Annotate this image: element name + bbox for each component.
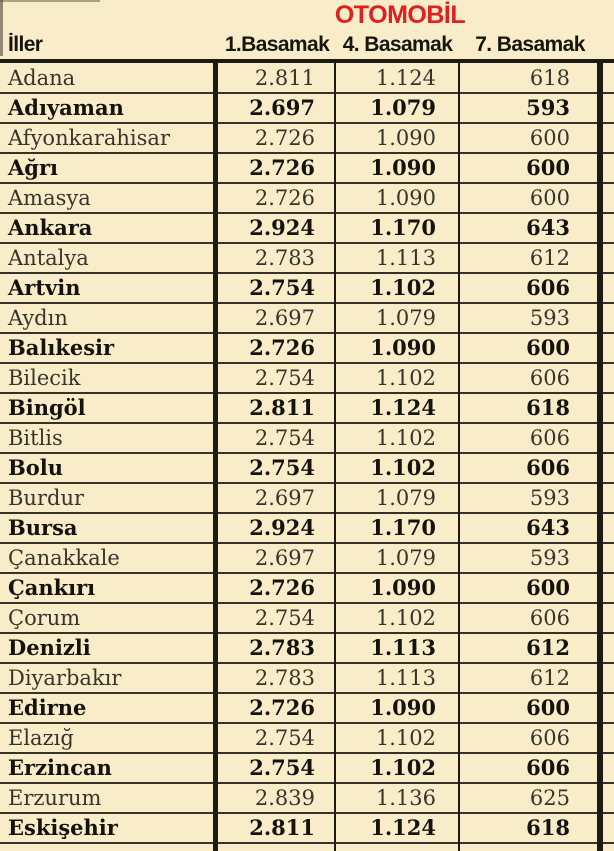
table-body (0, 64, 614, 844)
value-1basamak: 2.924 (249, 515, 315, 540)
province-name: Bursa (8, 515, 78, 540)
scan-edge-artifact-left (0, 0, 3, 56)
value-7basamak: 606 (529, 426, 570, 450)
value-7basamak: 600 (526, 155, 570, 180)
value-4basamak: 1.090 (370, 695, 436, 720)
value-7basamak: 643 (526, 215, 570, 240)
table-row (0, 634, 614, 664)
value-1basamak: 2.811 (254, 66, 315, 90)
value-4basamak: 1.113 (370, 635, 436, 660)
value-1basamak: 2.783 (249, 635, 315, 660)
province-name: Balıkesir (8, 335, 115, 360)
value-4basamak: 1.102 (375, 606, 436, 630)
table-row (0, 94, 614, 124)
value-1basamak: 2.754 (254, 426, 315, 450)
col-header-4basamak: 4. Basamak (342, 32, 453, 56)
table-row (0, 574, 614, 604)
province-name: Erzincan (8, 755, 112, 780)
table-row (0, 454, 614, 484)
value-7basamak: 618 (526, 395, 570, 420)
value-7basamak: 612 (526, 635, 570, 660)
value-4basamak: 1.102 (375, 426, 436, 450)
value-7basamak: 600 (529, 186, 570, 210)
value-4basamak: 1.102 (370, 275, 436, 300)
value-1basamak: 2.754 (254, 726, 315, 750)
table-row (0, 394, 614, 424)
table-row (0, 484, 614, 514)
table-row (0, 664, 614, 694)
value-1basamak: 2.839 (254, 786, 315, 810)
value-1basamak: 2.726 (254, 186, 315, 210)
province-name: Adıyaman (8, 95, 124, 120)
value-1basamak: 2.754 (249, 455, 315, 480)
value-7basamak: 618 (529, 66, 570, 90)
value-7basamak: 593 (529, 546, 570, 570)
value-1basamak: 2.754 (249, 275, 315, 300)
table-row (0, 154, 614, 184)
province-name: Diyarbakır (8, 666, 122, 690)
table-row (0, 244, 614, 274)
value-4basamak: 1.113 (375, 246, 436, 270)
value-4basamak: 1.090 (370, 155, 436, 180)
table-row (0, 694, 614, 724)
value-7basamak: 618 (526, 815, 570, 840)
table-row (0, 424, 614, 454)
value-4basamak: 1.102 (375, 726, 436, 750)
table-row (0, 364, 614, 394)
value-1basamak: 2.697 (254, 546, 315, 570)
province-name: Çankırı (8, 575, 96, 600)
value-4basamak: 1.124 (370, 395, 436, 420)
value-4basamak: 1.170 (370, 215, 436, 240)
value-4basamak: 1.124 (370, 815, 436, 840)
province-name: Denizli (8, 635, 91, 660)
table-row (0, 724, 614, 754)
province-name: Afyonkarahisar (8, 126, 170, 150)
table-row (0, 184, 614, 214)
table-row (0, 334, 614, 364)
value-1basamak: 2.754 (254, 606, 315, 630)
value-1basamak: 2.783 (254, 246, 315, 270)
table-row (0, 304, 614, 334)
value-4basamak: 1.090 (375, 126, 436, 150)
col-header-iller: İller (8, 32, 43, 56)
value-1basamak: 2.726 (249, 155, 315, 180)
value-1basamak: 2.811 (249, 815, 315, 840)
province-name: Ankara (8, 215, 93, 240)
col-header-1basamak: 1.Basamak (224, 32, 330, 56)
scan-edge-artifact-top (0, 0, 100, 2)
value-1basamak: 2.754 (254, 366, 315, 390)
value-4basamak: 1.090 (370, 575, 436, 600)
province-name: Erzurum (8, 786, 102, 810)
value-4basamak: 1.136 (375, 786, 436, 810)
value-7basamak: 600 (526, 335, 570, 360)
value-4basamak: 1.090 (375, 186, 436, 210)
value-4basamak: 1.102 (370, 455, 436, 480)
value-4basamak: 1.124 (375, 66, 436, 90)
value-7basamak: 593 (529, 306, 570, 330)
value-7basamak: 606 (529, 606, 570, 630)
value-7basamak: 643 (526, 515, 570, 540)
value-4basamak: 1.079 (375, 546, 436, 570)
value-7basamak: 606 (529, 366, 570, 390)
table-vertical-rule-left (213, 59, 218, 851)
table-vertical-rule-right (597, 59, 603, 851)
value-7basamak: 600 (526, 575, 570, 600)
province-name: Adana (8, 66, 76, 90)
value-1basamak: 2.783 (254, 666, 315, 690)
value-7basamak: 612 (529, 666, 570, 690)
value-7basamak: 600 (529, 126, 570, 150)
table-vertical-rule-mid1 (334, 59, 336, 851)
value-4basamak: 1.113 (375, 666, 436, 690)
value-4basamak: 1.102 (375, 366, 436, 390)
province-name: Elazığ (8, 726, 74, 750)
province-name: Aydın (8, 306, 68, 330)
value-1basamak: 2.726 (249, 335, 315, 360)
table-row (0, 64, 614, 94)
table-row (0, 124, 614, 154)
value-7basamak: 593 (529, 486, 570, 510)
table-row (0, 814, 614, 844)
province-name: Artvin (8, 275, 81, 300)
value-7basamak: 593 (526, 95, 570, 120)
province-name: Bingöl (8, 395, 86, 420)
table-row (0, 214, 614, 244)
value-1basamak: 2.697 (249, 95, 315, 120)
province-name: Bilecik (8, 366, 81, 390)
value-7basamak: 612 (529, 246, 570, 270)
table-row (0, 754, 614, 784)
value-7basamak: 600 (526, 695, 570, 720)
province-name: Ağrı (8, 155, 59, 180)
table-row (0, 604, 614, 634)
value-7basamak: 606 (526, 275, 570, 300)
table-row (0, 274, 614, 304)
value-1basamak: 2.697 (254, 306, 315, 330)
value-1basamak: 2.726 (249, 695, 315, 720)
header-rule (0, 59, 614, 63)
value-4basamak: 1.090 (370, 335, 436, 360)
province-name: Edirne (8, 695, 87, 720)
col-header-7basamak: 7. Basamak (475, 32, 585, 56)
value-1basamak: 2.726 (249, 575, 315, 600)
province-name: Bitlis (8, 426, 63, 450)
value-4basamak: 1.079 (375, 486, 436, 510)
value-4basamak: 1.079 (375, 306, 436, 330)
value-1basamak: 2.726 (254, 126, 315, 150)
province-name: Amasya (8, 186, 91, 210)
value-7basamak: 606 (529, 726, 570, 750)
value-7basamak: 606 (526, 455, 570, 480)
value-4basamak: 1.170 (370, 515, 436, 540)
province-name: Çorum (8, 606, 81, 630)
table-vertical-rule-mid2 (458, 59, 460, 851)
value-1basamak: 2.811 (249, 395, 315, 420)
value-7basamak: 625 (529, 786, 570, 810)
value-4basamak: 1.079 (370, 95, 436, 120)
table-row (0, 544, 614, 574)
value-1basamak: 2.924 (249, 215, 315, 240)
value-7basamak: 606 (526, 755, 570, 780)
value-1basamak: 2.697 (254, 486, 315, 510)
province-name: Bolu (8, 455, 64, 480)
value-1basamak: 2.754 (249, 755, 315, 780)
table-title: OTOMOBİL (334, 1, 466, 29)
value-4basamak: 1.102 (370, 755, 436, 780)
province-name: Çanakkale (8, 546, 120, 570)
table-row (0, 514, 614, 544)
province-name: Antalya (8, 246, 89, 270)
province-name: Burdur (8, 486, 85, 510)
province-name: Eskişehir (8, 815, 118, 840)
table-row (0, 784, 614, 814)
